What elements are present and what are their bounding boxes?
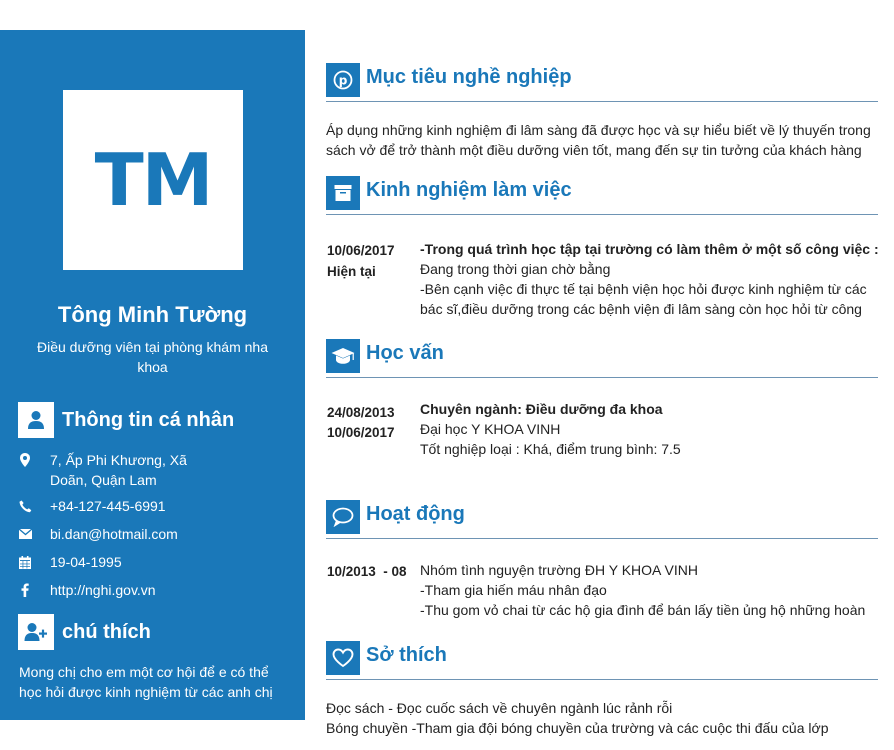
experience-heading xyxy=(326,176,878,215)
activities-line-3: -Thu gom vỏ chai từ các hộ gia đình để bán lấy tiền ủng hộ những hoàn xyxy=(420,602,866,618)
note-title: chú thích xyxy=(62,620,151,643)
experience-line-1: -Trong quá trình học tập tại trường có làm thêm ở một số công việc : xyxy=(420,241,879,257)
chat-bubble-icon xyxy=(326,500,360,534)
phone-icon xyxy=(18,496,32,516)
experience-line-3: -Bên cạnh việc đi thực tế tại bệnh viện học hỏi được kinh nghiệm từ các bác sĩ,điều dưỡng trong các bệnh viện đi lâm sàng còn học hỏi từ công xyxy=(420,281,867,317)
avatar: TM xyxy=(63,90,243,270)
phone-row xyxy=(18,496,166,516)
graduation-cap-icon xyxy=(326,339,360,373)
mail-icon xyxy=(18,524,32,544)
hobbies-title: Sở thích xyxy=(366,644,447,666)
personal-info-title: Thông tin cá nhân xyxy=(62,408,235,431)
facebook-icon xyxy=(18,580,32,600)
activities-line-2: -Tham gia hiến máu nhân đạo xyxy=(420,582,607,598)
education-title: Học vấn xyxy=(366,342,444,364)
hobbies-heading xyxy=(326,641,878,680)
objective-title: Mục tiêu nghề nghiệp xyxy=(366,66,572,88)
profile-title: Điều dưỡng viên tại phòng khám nha khoa xyxy=(36,339,269,375)
heart-icon xyxy=(326,641,360,675)
activities-line-1: Nhóm tình nguyện trường ĐH Y KHOA VINH xyxy=(420,562,698,578)
address-row xyxy=(18,450,200,490)
objective-heading xyxy=(326,63,878,102)
birthday-text: 19-04-1995 xyxy=(50,554,122,570)
website-link[interactable]: http://nghi.gov.vn xyxy=(50,582,156,598)
add-user-icon xyxy=(18,614,54,650)
education-grade: Tốt nghiệp loại : Khá, điểm trung bình: 7.5 xyxy=(420,441,681,457)
activities-title: Hoạt động xyxy=(366,503,465,525)
email-row xyxy=(18,524,178,544)
experience-date-from: 10/06/2017 xyxy=(327,243,395,258)
birthday-row xyxy=(18,552,122,572)
phone-text[interactable]: +84-127-445-6991 xyxy=(50,498,166,514)
activities-heading xyxy=(326,500,878,539)
note-heading xyxy=(18,614,151,650)
pinterest-icon xyxy=(326,63,360,97)
education-heading xyxy=(326,339,878,378)
archive-icon xyxy=(326,176,360,210)
objective-text: Áp dụng những kinh nghiệm đi lâm sàng đã được học và sự hiểu biết về lý thuyến trong sách vở để trở thành một điều dưỡng viên tốt, mang đến sự tin tưởng của khách hàng xyxy=(326,122,871,158)
experience-date-to: Hiện tại xyxy=(327,264,376,279)
hobbies-line-1: Đọc sách - Đọc cuốc sách về chuyên ngành lúc rảnh rỗi xyxy=(326,700,673,716)
website-row xyxy=(18,580,156,600)
hobbies-line-2: Bóng chuyền -Tham gia đội bóng chuyền của trường và các cuộc thi đấu của lớp xyxy=(326,720,829,736)
profile-name: Tông Minh Tường xyxy=(57,302,248,327)
map-marker-icon xyxy=(18,450,32,470)
note-text: Mong chị cho em một cơ hội để e có thể học hỏi được kinh nghiệm từ các anh chị xyxy=(19,664,273,700)
education-school: Đại học Y KHOA VINH xyxy=(420,421,561,437)
education-date-from: 24/08/2013 xyxy=(327,405,395,420)
personal-info-heading xyxy=(18,402,234,438)
education-date-to: 10/06/2017 xyxy=(327,425,395,440)
email-text[interactable]: bi.dan@hotmail.com xyxy=(50,526,178,542)
activities-date: 10/2013 - 08 xyxy=(327,564,407,579)
sidebar xyxy=(0,30,305,720)
experience-line-2: Đang trong thời gian chờ bằng xyxy=(420,261,611,277)
education-major: Chuyên ngành: Điều dưỡng đa khoa xyxy=(420,401,663,417)
calendar-icon xyxy=(18,552,32,572)
experience-title: Kinh nghiệm làm việc xyxy=(366,179,572,201)
address-text: 7, Ấp Phi Khương, Xã Doãn, Quận Lam xyxy=(50,452,187,488)
svg-text:p: p xyxy=(338,73,348,88)
user-icon xyxy=(18,402,54,438)
